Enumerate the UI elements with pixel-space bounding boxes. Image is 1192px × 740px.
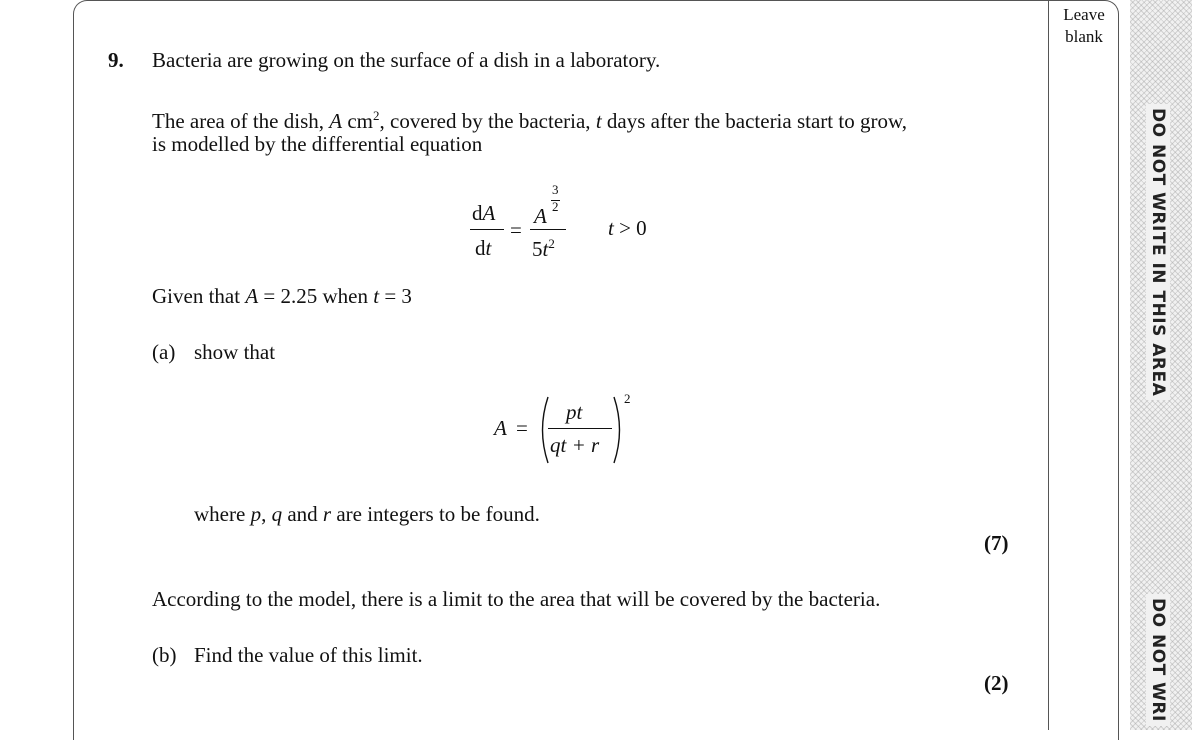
part-a-label: (a) xyxy=(152,340,176,364)
result-exponent: 2 xyxy=(624,391,631,406)
model-text-line2: is modelled by the differential equation xyxy=(152,132,483,156)
leave-blank-label xyxy=(1052,4,1116,48)
fraction-bar-lhs xyxy=(470,229,504,230)
question-number: 9. xyxy=(108,48,124,72)
leave-label-line2: blank xyxy=(1065,27,1103,46)
model-text-line1: The area of the dish, A $cm^2$, covered by the bacteria, t days after the bacteria start to grow, xyxy=(152,108,907,133)
rhs-denominator: $5t^2$ xyxy=(532,236,555,261)
question-intro: Bacteria are growing on the surface of a dish in a laboratory. xyxy=(152,48,661,72)
part-b-label: (b) xyxy=(152,643,177,667)
leave-label-line1: Leave xyxy=(1063,5,1105,24)
mark-part-b: (2) xyxy=(984,671,1009,695)
result-lhs: A xyxy=(494,416,507,440)
fraction-bar-rhs xyxy=(530,229,566,230)
dA-numerator: dA xyxy=(472,201,496,225)
result-fraction-bar xyxy=(548,428,612,429)
part-b-text: Find the value of this limit. xyxy=(194,643,423,667)
exponent-numerator: 3 xyxy=(552,182,559,197)
result-numerator: pt xyxy=(566,400,583,424)
do-not-write-text: DO NOT WRITE IN THIS AREA xyxy=(1146,104,1170,400)
mark-part-a: (7) xyxy=(984,531,1009,555)
left-parenthesis xyxy=(536,395,550,465)
given-condition: Given that A = 2.25 when t = 3 xyxy=(152,284,412,308)
rhs-numerator-base: A xyxy=(534,204,547,228)
limit-statement: According to the model, there is a limit to the area that will be covered by the bacteria. xyxy=(152,587,881,611)
margin-rule xyxy=(1048,0,1049,730)
exponent-denominator: 2 xyxy=(552,199,559,214)
dt-denominator: dt xyxy=(475,236,492,260)
result-equals: = xyxy=(516,416,528,440)
where-text: where p, q and r are integers to be found. xyxy=(194,502,540,526)
condition: t > 0 xyxy=(608,216,647,240)
do-not-write-text-partial: DO NOT WRI xyxy=(1146,594,1170,726)
equals-sign: = xyxy=(510,218,522,242)
result-denominator: qt + r xyxy=(550,433,600,457)
part-a-text: show that xyxy=(194,340,276,364)
